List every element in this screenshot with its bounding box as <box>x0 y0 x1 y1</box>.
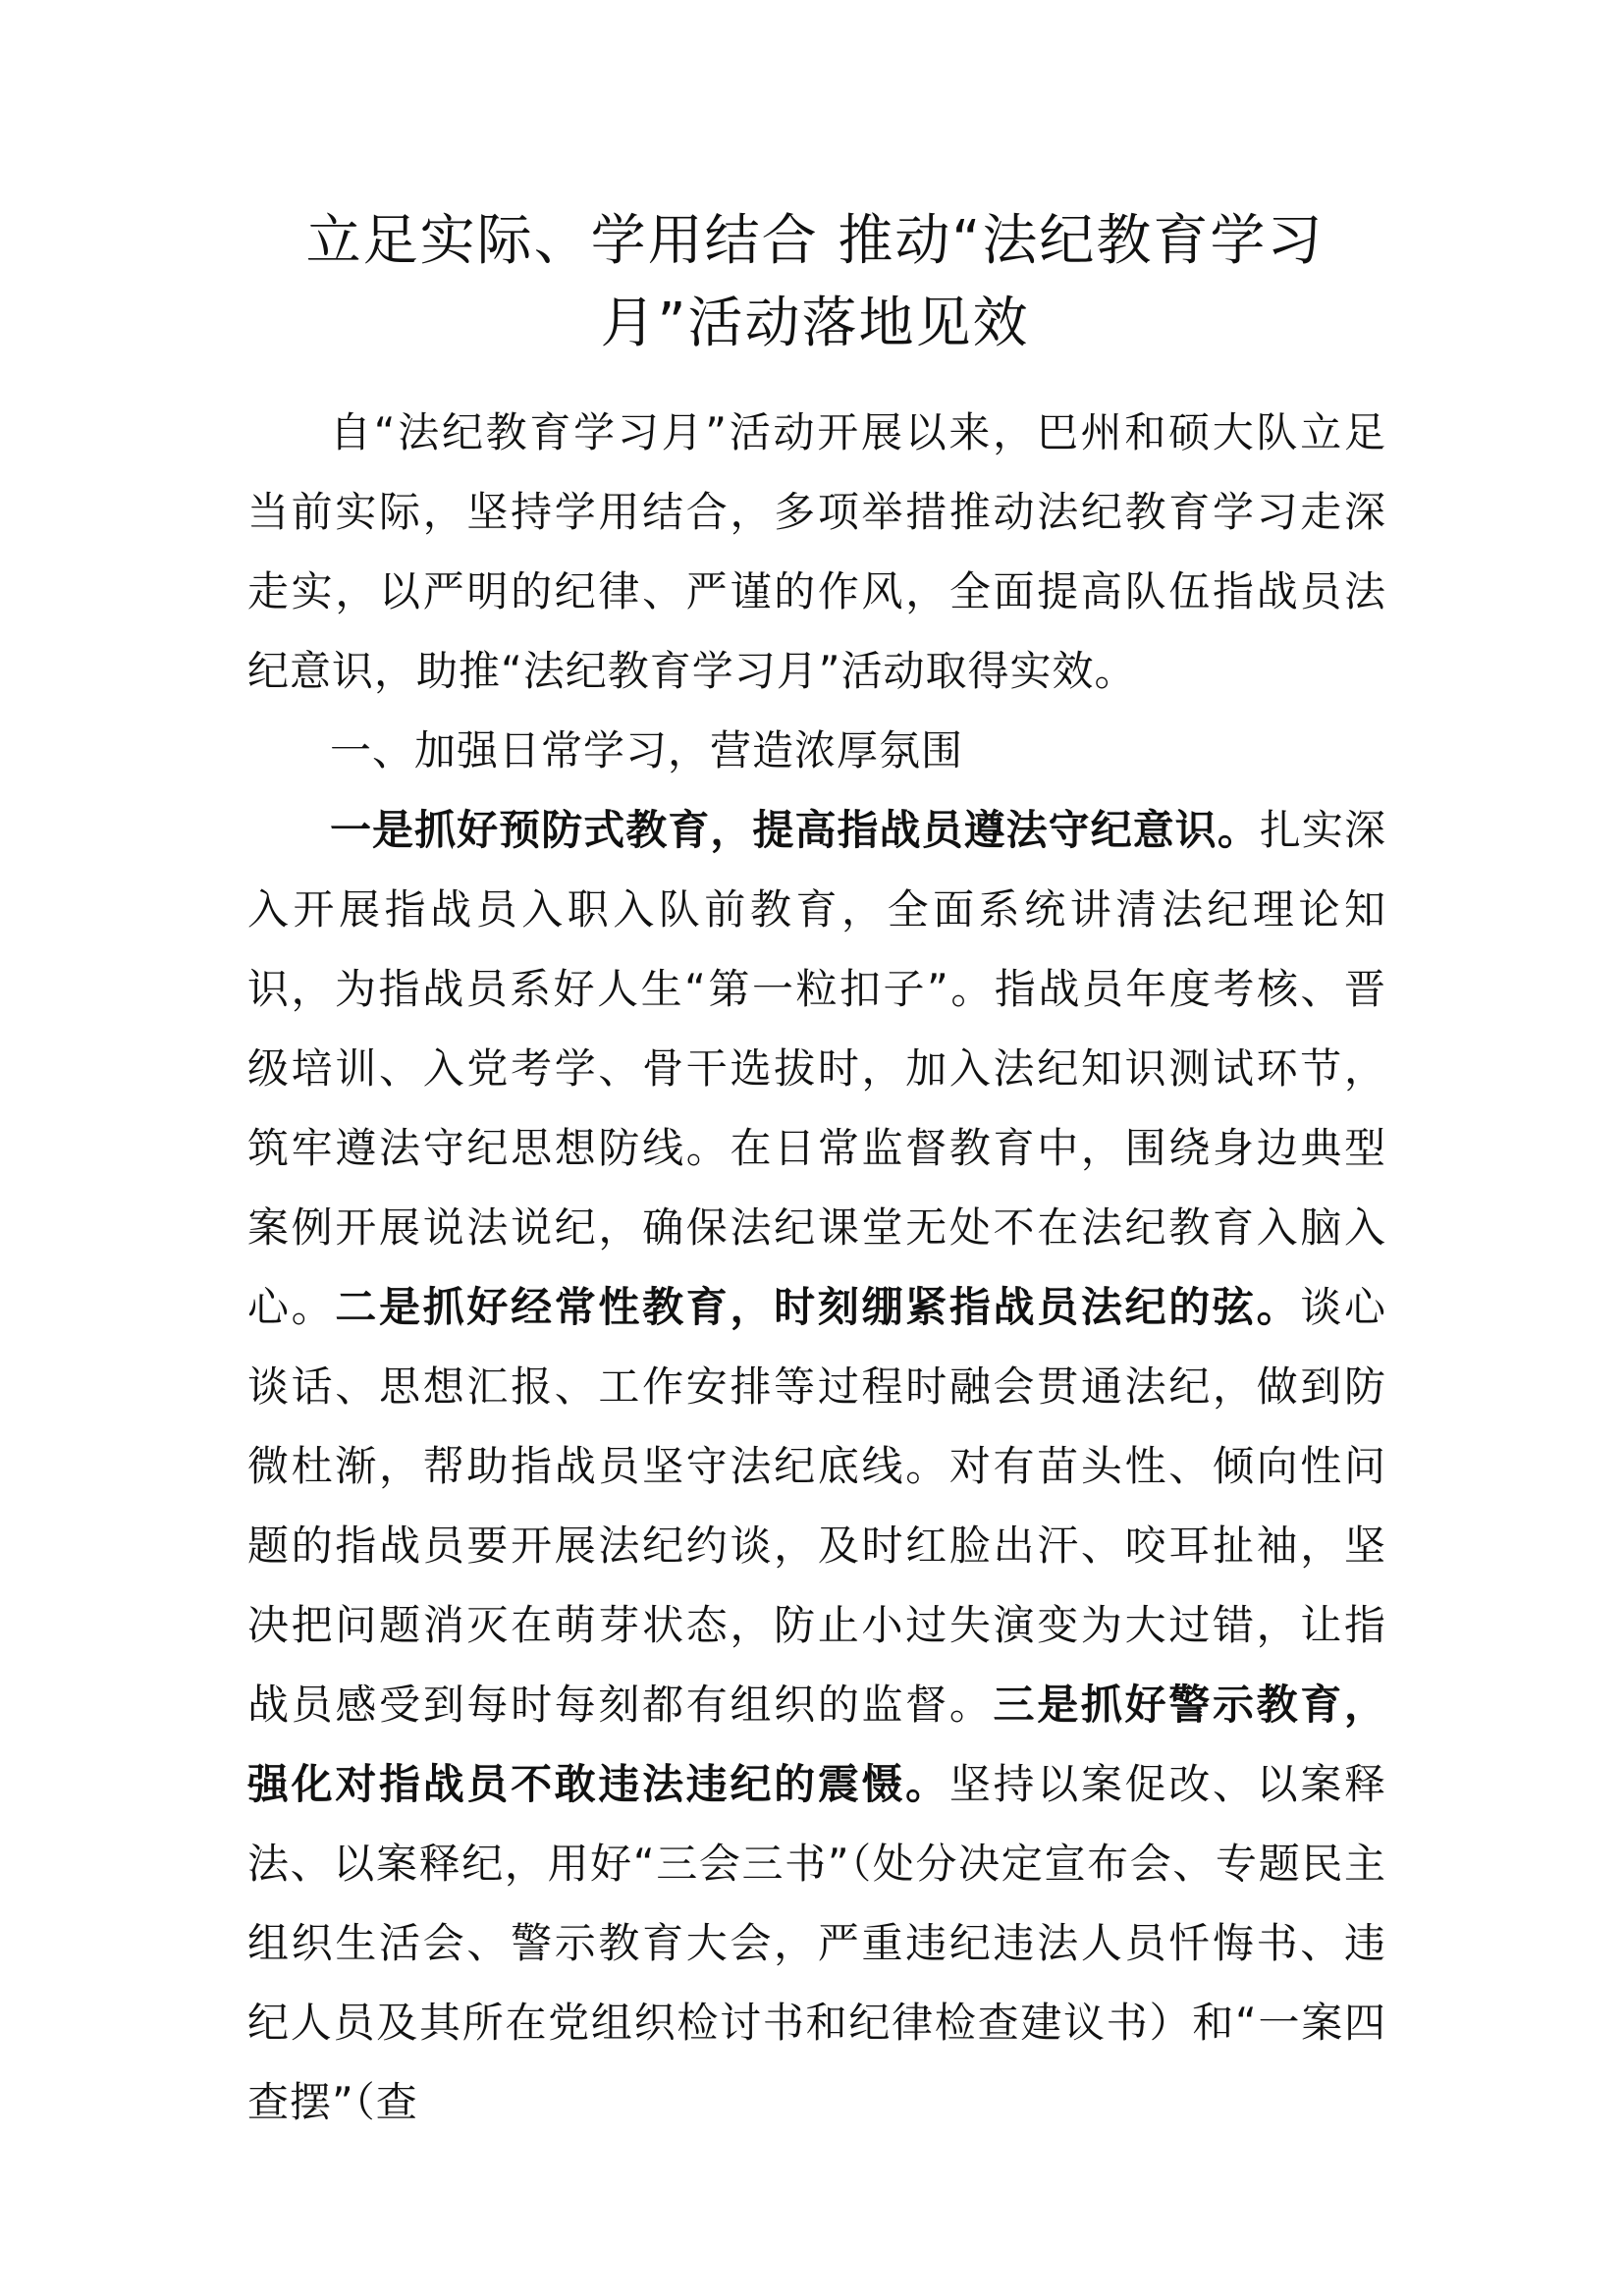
point1-text: 扎实深入开展指战员入职入队前教育，全面系统讲清法纪理论知识，为指战员系好人生“第一粒扣子”。指战员年度考核、晋级培训、入党考学、骨干选拔时，加入法纪知识测试环节，筑牢遵法守纪思想防线。在日常监督教育中，围绕身边典型案例开展说法说纪，确保法纪课堂无处不在法纪教育入脑入心。 <box>247 806 1386 1331</box>
point1-title: 一是抓好预防式教育，提高指战员遵法守纪意识。 <box>330 806 1260 854</box>
point2-title: 二是抓好经常性教育，时刻绷紧指战员法纪的弦。 <box>335 1283 1301 1331</box>
section-heading: 一、加强日常学习，营造浓厚氛围 <box>330 726 964 774</box>
document-body <box>247 393 1386 2142</box>
point3-title: 三是抓好警示教育，强化对指战员不敢违法违纪的震慑。 <box>247 1681 1386 1808</box>
point3-text: 坚持以案促改、以案释法、以案释纪，用好“三会三书”（处分决定宣布会、专题民主组织生活会、警示教育大会，严重违纪违法人员忏悔书、违纪人员及其所在党组织检讨书和纪律检查建议书）和“一案四查摆”（查 <box>247 1760 1386 2126</box>
intro-paragraph: 自“法纪教育学习月”活动开展以来，巴州和硕大队立足当前实际，坚持学用结合，多项举措推动法纪教育学习走深走实，以严明的纪律、严谨的作风，全面提高队伍指战员法纪意识，助推“法纪教育学习月”活动取得实效。 <box>247 408 1386 695</box>
document-title: 立足实际、学用结合 推动“法纪教育学习月”活动落地见效 <box>305 209 1325 355</box>
point2-text: 谈心谈话、思想汇报、工作安排等过程时融会贯通法纪，做到防微杜渐，帮助指战员坚守法纪底线。对有苗头性、倾向性问题的指战员要开展法纪约谈，及时红脸出汗、咬耳扯袖，坚决把问题消灭在萌芽状态，防止小过失演变为大过错，让指战员感受到每时每刻都有组织的监督。 <box>247 1283 1386 1729</box>
section-paragraph <box>247 790 1386 2142</box>
